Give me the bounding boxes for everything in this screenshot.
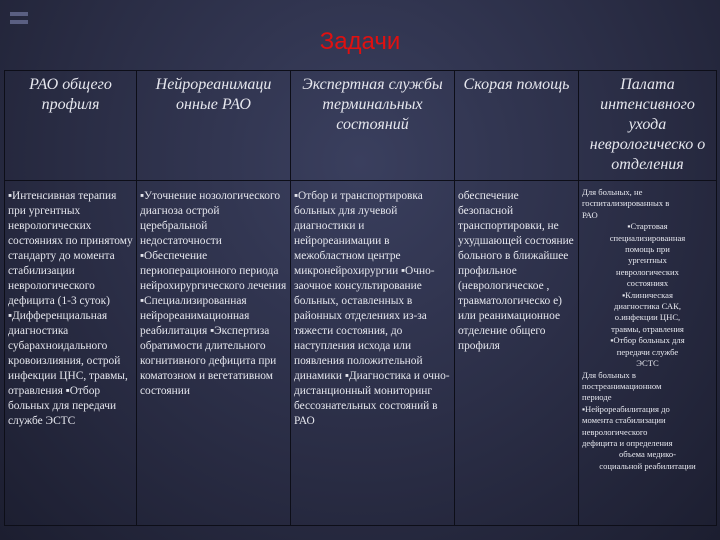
text-line: состояниях <box>626 278 669 289</box>
text-line: неврологических <box>616 266 679 277</box>
text-line: ургентных <box>628 255 667 266</box>
text-line: периоде <box>582 392 612 403</box>
text-line: постреанимационном <box>582 380 662 391</box>
text-line: ▪Клиническая <box>622 289 673 300</box>
decorative-dash <box>10 12 28 16</box>
text-line: РАО <box>582 209 598 220</box>
header-expert-service: Экспертная службы терминальных состояний <box>291 71 455 181</box>
header-ambulance: Скорая помощь <box>455 71 579 181</box>
text-line: ▪Отбор больных для <box>610 335 685 346</box>
text-line: передачи службе <box>616 346 679 357</box>
text-line: ▪Стартовая <box>627 221 668 232</box>
text-line: диагностика САК, <box>614 301 681 312</box>
text-line: о.инфекции ЦНС, <box>614 312 681 323</box>
text-line: момента стабилизации <box>582 415 666 426</box>
text-line: Для больных в <box>582 369 636 380</box>
text-line: социальной реабилитации <box>599 460 696 471</box>
header-general-icu: РАО общего профиля <box>5 71 137 181</box>
cell-ambulance-tasks: обеспечение безопасной транспортировки, не ухудшающей состояние больного в ближайшее профильное (неврологическое , травматологическо е) или реанимационное отделение общего профиля <box>455 181 579 526</box>
text-line: специализированная <box>609 232 686 243</box>
text-line: госпитализированных в <box>582 198 670 209</box>
text-line: травмы, отравления <box>611 323 684 334</box>
tasks-table <box>4 70 717 526</box>
decorative-dash <box>10 20 28 24</box>
text-line: Для больных, не <box>582 187 643 197</box>
table-row <box>5 181 717 526</box>
text-line: неврологического <box>582 426 648 437</box>
header-neuro-icu: Нейрореанимаци онные РАО <box>137 71 291 181</box>
text-line: дефицита и определения <box>582 437 673 448</box>
text-line: ЭСТС <box>636 358 659 369</box>
header-intensive-care-ward: Палата интенсивного ухода неврологическо о отделения <box>579 71 717 181</box>
text-line: объема медико- <box>618 449 677 460</box>
cell-general-icu-tasks: ▪Интенсивная терапия при ургентных неврологических состояниях по принятому стандарту до момента стабилизации неврологического дефицита (1-3 суток) ▪Дифференциальная диагностика субарахноидального кровоизлияния, острой инфекции ЦНС, травмы, отравления ▪Отбор больных для передачи службе ЭСТС <box>5 181 137 526</box>
text-line: ▪Нейрореабилитация до <box>582 403 670 414</box>
cell-intensive-care-ward-tasks <box>579 181 717 526</box>
cell-expert-service-tasks: ▪Отбор и транспортировка больных для лучевой диагностики и нейрореанимации в межобластном центре микронейрохирургии ▪Очно-заочное консультирование больных, оставленных в районных отделениях из-за тяжести состояния, до наступления исхода или появления положительной динамики ▪Диагностика и очно-дистанционный мониторинг бессознательных состояний в РАО <box>291 181 455 526</box>
text-line: помощь при <box>625 244 670 255</box>
slide-title: Задачи <box>319 28 401 55</box>
cell-neuro-icu-tasks: ▪Уточнение нозологического диагноза острой церебральной недостаточности ▪Обеспечение периоперационного периода нейрохирургического лечения ▪Специализированная нейрореанимационная реабилитация ▪Экспертиза обратимости длительного когнитивного дефицита при коматозном и вегетативном состоянии <box>137 181 291 526</box>
table-header-row <box>5 71 717 181</box>
